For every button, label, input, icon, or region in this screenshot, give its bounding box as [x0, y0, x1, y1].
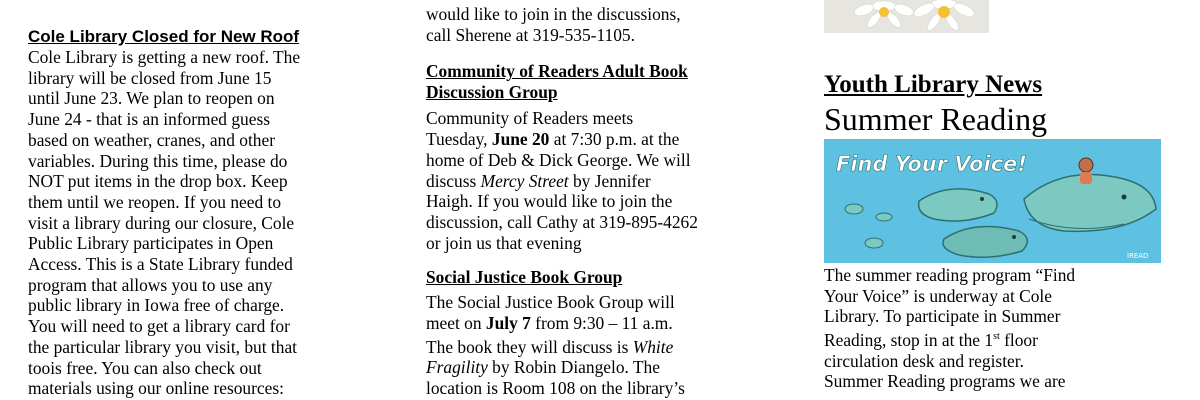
text: The book they will discuss is: [426, 336, 633, 357]
line: Public Library participates in Open: [28, 233, 274, 254]
book-title: White: [632, 336, 674, 357]
line: Haigh. If you would like to join the: [426, 191, 673, 212]
column-3: [824, 70, 1164, 392]
text: meet on: [426, 313, 486, 334]
line: home of Deb & Dick George. We will: [426, 149, 691, 170]
line: Summer Reading programs we are: [824, 371, 1066, 392]
daisy-photo: [824, 0, 989, 33]
whales-illustration-icon: [824, 139, 1161, 263]
text: floor: [999, 329, 1038, 350]
line: The Social Justice Book Group will: [426, 292, 675, 313]
heading-line: Community of Readers Adult Book: [426, 61, 688, 82]
column-1: [28, 0, 328, 399]
line: them until we reopen. If you need to: [28, 191, 282, 212]
heading-community-readers: [426, 61, 726, 103]
line: the particular library you visit, but that: [28, 336, 298, 357]
line: Access. This is a State Library funded: [28, 254, 293, 275]
line: [426, 337, 726, 358]
text: discuss: [426, 170, 481, 191]
date: July 7: [485, 313, 531, 334]
column-2: [426, 0, 726, 399]
line: program that allows you to use any: [28, 274, 273, 295]
line: June 24 - that is an informed guess: [28, 109, 270, 130]
heading-library-closed: Cole Library Closed for New Roof: [28, 27, 300, 46]
book-title: Mercy Street: [480, 170, 569, 191]
line: [426, 313, 726, 334]
line: variables. During this time, please do: [28, 150, 288, 171]
line: The summer reading program “Find: [824, 265, 1076, 285]
line: until June 23. We plan to reopen on: [28, 88, 275, 109]
book-title: Fragility: [426, 357, 488, 378]
line: Your Voice” is underway at Cole: [824, 285, 1052, 306]
ordinal-suffix: st: [993, 331, 1000, 343]
line: library will be closed from June 15: [28, 67, 272, 88]
text: Reading, stop in at the 1: [824, 329, 994, 350]
text: at 7:30 p.m. at the: [549, 129, 680, 150]
heading-line: Discussion Group: [426, 82, 558, 103]
line: Cole Library is getting a new roof. The: [28, 47, 301, 67]
youth-library-news-title: Youth Library News: [824, 71, 1043, 98]
date: June 20: [491, 129, 550, 150]
banner-credit: iREAD: [1127, 252, 1149, 260]
line: location is Room 108 on the library’s: [426, 378, 685, 399]
daisy-flowers-icon: [824, 0, 989, 33]
line: materials using our online resources:: [28, 378, 284, 399]
line: would like to join in the discussions,: [426, 4, 681, 24]
line: Community of Readers meets: [426, 108, 634, 129]
line: or join us that evening: [426, 232, 582, 253]
summer-reading-title: Summer Reading: [824, 101, 1048, 137]
line: circulation desk and register.: [824, 350, 1024, 371]
find-your-voice-banner: [824, 139, 1161, 263]
line: toois free. You can also check out: [28, 357, 262, 378]
line: [824, 327, 1164, 351]
line: based on weather, cranes, and other: [28, 129, 276, 150]
line: You will need to get a library card for: [28, 316, 290, 337]
banner-text: Find Your Voice!: [836, 152, 1027, 176]
line: public library in Iowa free of charge.: [28, 295, 285, 316]
text: by Robin Diangelo. The: [487, 357, 660, 378]
text: from 9:30 – 11 a.m.: [530, 313, 673, 334]
line: [426, 171, 726, 192]
heading-social-justice: Social Justice Book Group: [426, 267, 623, 288]
line: Library. To participate in Summer: [824, 306, 1061, 327]
line: [426, 357, 726, 378]
line: visit a library during our closure, Cole: [28, 212, 295, 233]
line: [426, 129, 726, 150]
line: discussion, call Cathy at 319-895-4262: [426, 211, 698, 232]
text: Tuesday,: [426, 129, 492, 150]
text: by Jennifer: [568, 170, 651, 191]
line: call Sherene at 319-535-1105.: [426, 24, 635, 45]
line: NOT put items in the drop box. Keep: [28, 171, 288, 192]
